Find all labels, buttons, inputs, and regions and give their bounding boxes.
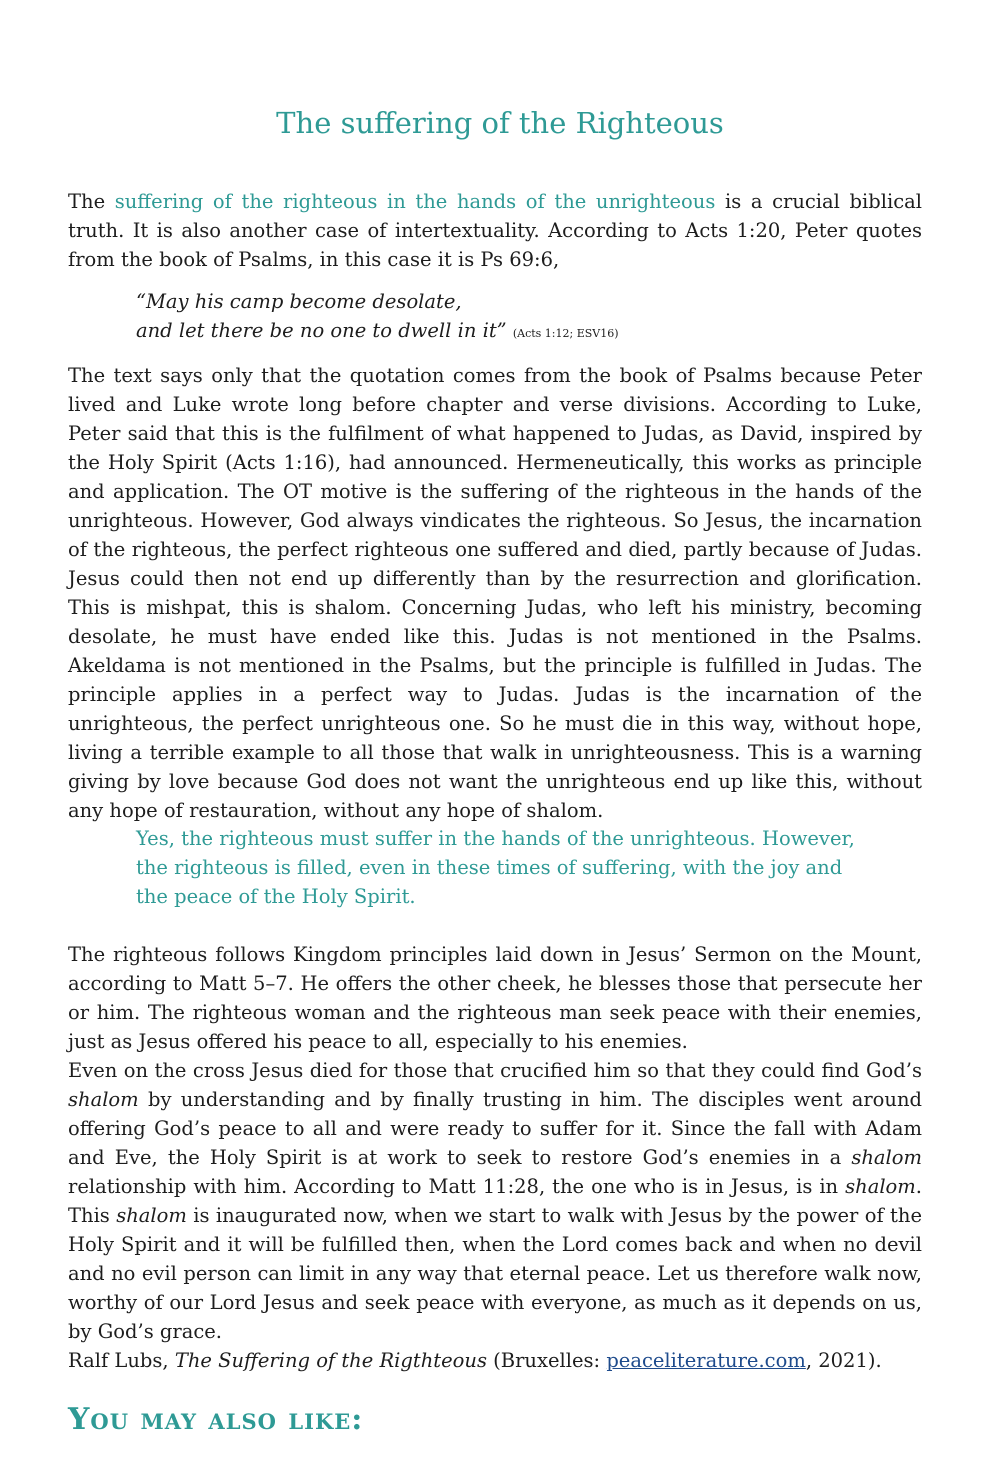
- cross-text-1: Even on the cross Jesus died for those that crucified him so that they could find God’s: [68, 1059, 922, 1082]
- intro-paragraph: [68, 187, 922, 274]
- scripture-quote: [136, 287, 619, 348]
- cross-text-2: by understanding and by finally trusting in him. The disciples went around offering God’s peace to all and were ready to suffer for it. Since the fall with Adam and Eve, the Holy Spirit is at work to seek to restore God’s enemies in a: [68, 1088, 922, 1169]
- cross-text-3: relationship with him. According to Matt 11:28, the one who is in Jesus, is in: [68, 1175, 846, 1198]
- cross-text-4: . This: [68, 1175, 922, 1227]
- reference-publisher: (Bruxelles:: [486, 1349, 607, 1372]
- cross-text-5: is inaugurated now, when we start to walk with Jesus by the power of the Holy Spirit and it will be fulfilled then, when the Lord comes back and when no devil and no evil person can limit in any way that eternal peace. Let us therefore walk now, worthy of our Lord Jesus and seek peace with everyone, as much as it depends on us, by God’s grace.: [68, 1204, 922, 1343]
- kingdom-paragraph: The righteous follows Kingdom principles laid down in Jesus’ Sermon on the Mount, according to Matt 5–7. He offers the other cheek, he blesses those that persecute her or him. The righteous woman and the righteous man seek peace with their enemies, just as Jesus offered his peace to all, especially to his enemies.: [68, 943, 922, 1053]
- shalom-italic-4: shalom: [116, 1204, 187, 1227]
- quote-line-2: and let there be no one to dwell in it”: [136, 319, 507, 342]
- shalom-italic-2: shalom: [851, 1146, 922, 1169]
- shalom-italic-3: shalom: [845, 1175, 916, 1198]
- quote-line-1: “May his camp become desolate,: [136, 290, 462, 313]
- reference-author: Ralf Lubs,: [68, 1349, 175, 1372]
- reference-citation: [68, 1346, 928, 1375]
- peaceliterature-link[interactable]: peaceliterature.com: [606, 1349, 806, 1372]
- intro-highlight: suffering of the righteous in the hands of the unrighteous: [114, 190, 716, 213]
- quote-line-2-wrap: [136, 316, 619, 348]
- intro-text-end: is a crucial biblical truth. It is also another case of intertextuality. According to Acts 1:20, Peter quotes from the book of Psalms, in this case it is Ps 69:6,: [68, 190, 922, 271]
- reference-year: , 2021).: [805, 1349, 882, 1372]
- cross-paragraph: [68, 1056, 922, 1346]
- shalom-italic-1: shalom: [68, 1088, 139, 1111]
- body-paragraph: The text says only that the quotation comes from the book of Psalms because Peter lived and Luke wrote long before chapter and verse divisions. According to Luke, Peter said that this is the fulfilment of what happened to Judas, as David, inspired by the Holy Spirit (Acts 1:16), had announced. Hermeneutically, this works as principle and application. The OT motive is the suffering of the righteous in the hands of the unrighteous. However, God always vindicates the righteous. So Jesus, the incarnation of the righteous, the perfect righteous one suffered and died, partly because of Judas. Jesus could then not end up differently than by the resurrection and glorification. This is mishpat, this is shalom. Concerning Judas, who left his ministry, becoming desolate, he must have ended like this. Judas is not mentioned in the Psalms. Akeldama is not mentioned in the Psalms, but the principle is fulfilled in Judas. The principle applies in a perfect way to Judas. Judas is the incarnation of the unrighteous, the perfect unrighteous one. So he must die in this way, without hope, living a terrible example to all those that walk in unrighteousness. This is a warning giving by love because God does not want the unrighteous end up like this, without any hope of restauration, without any hope of shalom.: [68, 364, 922, 822]
- callout-text: Yes, the righteous must suffer in the hands of the unrighteous. However, the righteous is filled, even in these times of suffering, with the joy and the peace of the Holy Spirit.: [136, 827, 855, 908]
- reference-book-title: The Suffering of the Rigthteous: [174, 1349, 487, 1372]
- you-may-also-like-heading: You may also like:: [68, 1402, 364, 1437]
- page-title: The suffering of the Righteous: [276, 106, 724, 140]
- quote-citation: (Acts 1:12; ESV16): [512, 327, 619, 340]
- intro-text-start: The: [68, 190, 115, 213]
